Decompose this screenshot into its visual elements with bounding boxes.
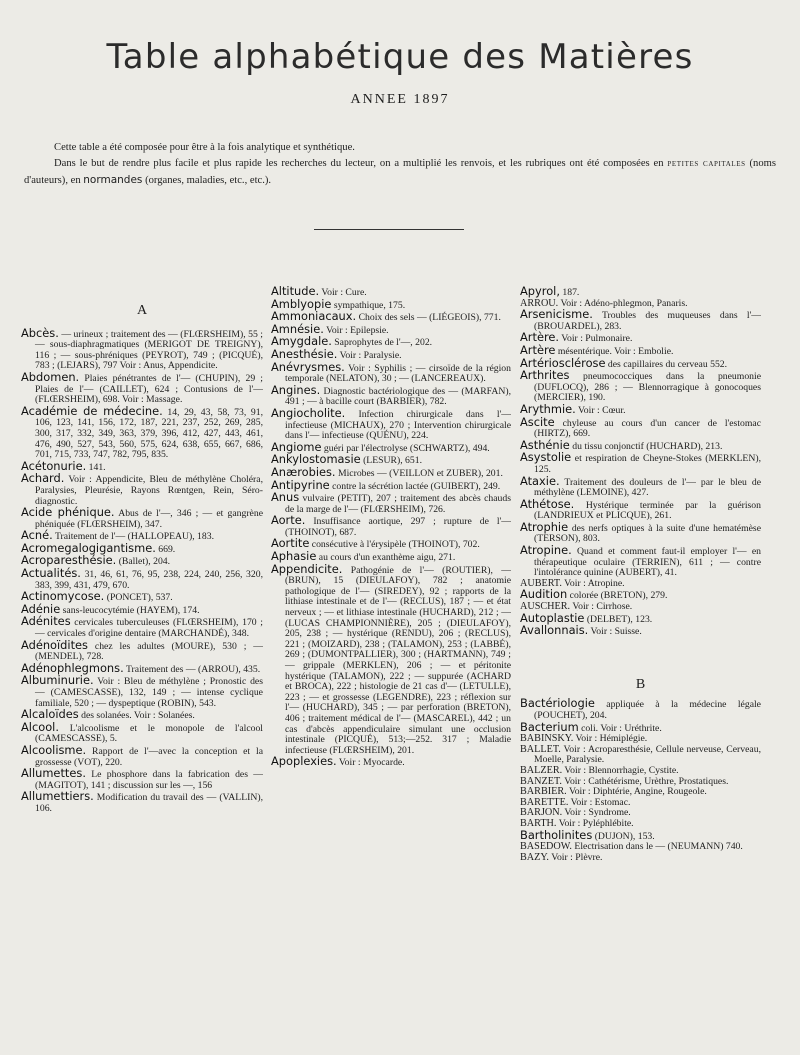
entry-text: Voir : Plèvre. <box>548 851 603 863</box>
entry-text: Electrisation dans le — (NEUMANN) 740. <box>571 841 743 853</box>
entry-text: 669. <box>155 543 176 555</box>
entry-headword: Anesthésie. <box>271 346 338 361</box>
entry-headword: Angiocholite. <box>271 405 346 420</box>
entry-headword: ARROU. <box>520 297 559 309</box>
entry-text: Voir : Cirrhose. <box>570 601 633 613</box>
entry-text: Pathogénie de l'— (ROUTIER), — (BRUN), 15 (DIEULAFOY), 782 ; anatomie pathologique de l'— (SIREDEY), 92 ; rapports de la lithiase intestinale et de l'— (RECLUS), 187 ; — et état nerveux ; — et lithiase intestinale (HUCHARD), 212 ; — (LUCAS CHAMPIONNIÈRE), 205 ; (DIEULAFOY), 205, 238 ; — hystérique (RENDU), 206 ; (RECLUS), 221 ; (MOIZARD), 238 ; (TALAMON), 253 ; (LABBÉ), 269 ; (DUMONTPALLIER), 300 ; (HARTMANN), 749 ; — grippale (MERKLEN), 206 ; — et péritonite hystérique (TALAMON), 222 ; — suppurée (ACHARD et BROCA), 222 ; histologie de 21 cas d'— (LETULLE), 223 ; — et grossesse (LEGENDRE), 223 ; réflexion sur l'— (HUCHARD), 345 ; — par perforation (BRETON), 406 ; traitement médical de l'— (MASCAREL), 442 ; un cas d'abcès appendiculaire simulant une occlusion intestinale (PICQUÉ), 513;—252. 317 ; Maladie infectieuse (FLŒRSHEIM), 201. <box>285 564 511 756</box>
index-entry <box>520 370 761 404</box>
entry-headword: Aphasie <box>271 549 317 564</box>
index-entry <box>520 853 761 864</box>
entry-list <box>520 286 761 638</box>
entry-headword: Adénie <box>21 601 61 616</box>
separator-rule <box>314 229 464 230</box>
entry-text: Saprophytes de l'—, 202. <box>331 337 433 349</box>
index-entry <box>520 625 761 638</box>
index-entry <box>21 325 263 372</box>
entry-list <box>21 325 263 815</box>
year-heading: ANNEE 1897 <box>350 92 450 107</box>
index-entry <box>520 452 761 475</box>
entry-headword: BARETTE. <box>520 796 569 808</box>
intro-line-1: Cette table a été composée pour être à la fois analytique et synthétique. <box>54 142 355 153</box>
entry-text: Voir : Blennorrhagie, Cystite. <box>562 764 679 776</box>
entry-headword: Arythmie. <box>520 401 576 416</box>
entry-headword: Bactériologie <box>520 696 595 711</box>
entry-headword: Alcoolisme. <box>21 742 87 757</box>
entry-text: Voir : Cure. <box>319 287 367 298</box>
section-letter-a: A <box>136 303 148 318</box>
entry-headword: Amygdale. <box>271 334 332 349</box>
entry-headword: Amblyopie <box>271 296 332 311</box>
entry-headword: Allumettes. <box>21 766 86 781</box>
index-entry <box>271 405 511 442</box>
entry-text: Rapport de l'—avec la conception et la grossesse (VOT), 220. <box>35 745 263 768</box>
entry-text: coli. Voir : Uréthrite. <box>578 722 662 734</box>
entry-headword: BABINSKY. <box>520 733 574 745</box>
entry-headword: Asthénie <box>520 437 570 452</box>
entry-headword: Achard. <box>21 471 65 486</box>
entry-text: Voir : Myocarde. <box>336 757 405 769</box>
index-entry <box>271 382 511 408</box>
entry-headword: Adénites <box>21 614 71 629</box>
entry-text: Choix des sels — (LIÉGEOIS), 771. <box>356 312 501 324</box>
index-entry <box>520 545 761 579</box>
entry-text: des solanées. Voir : Solanées. <box>78 710 195 722</box>
entry-headword: Acné. <box>21 528 53 543</box>
entry-text: au cours d'un exanthème aigu, 271. <box>316 552 456 564</box>
entry-text: pneumococciques dans la pneumonie (DUFLOCQ), 286 ; — Blennorragique à gonocoques (MERCIER), 190. <box>534 371 761 404</box>
entry-headword: Artère. <box>520 330 560 345</box>
entry-headword: Ataxie. <box>520 473 560 488</box>
entry-headword: Atrophie <box>520 519 569 534</box>
entry-headword: Anévrysmes. <box>271 359 345 374</box>
entry-text: (PONCET), 537. <box>104 592 173 604</box>
entry-headword: Anærobies. <box>271 464 336 479</box>
entry-headword: Apyrol, <box>520 284 560 298</box>
index-entry <box>21 403 263 461</box>
entry-text: Infection chirurgicale dans l'— infectieuse (MICHAUX), 270 ; Intervention chirurgicale dans l'— infectieuse (QUÉNU), 224. <box>285 408 511 442</box>
entry-headword: Acide phénique. <box>21 505 115 520</box>
intro-text-b: (noms d'auteurs), en <box>24 158 776 186</box>
index-column-3 <box>520 286 761 863</box>
entry-text: Traitement des — (ARROU), 435. <box>123 663 261 675</box>
entry-headword: BANZET. <box>520 775 562 787</box>
entry-headword: Atropine. <box>520 543 572 558</box>
entry-text: colorée (BRETON), 279. <box>567 590 668 602</box>
entry-text: 14, 29, 43, 58, 73, 91, 106, 123, 141, 156, 172, 187, 221, 237, 252, 269, 285, 300, 317, 332, 349, 363, 379, 396, 412, 427, 443, 461, 476, 490, 527, 543, 560, 575, 624, 638, 655, 667, 686, 701, 715, 733, 747, 782, 795, 835. <box>35 406 263 461</box>
index-entry <box>21 791 263 814</box>
entry-text: (LESUR), 651. <box>360 455 422 467</box>
index-entry <box>21 719 263 745</box>
index-entry <box>21 768 263 791</box>
entry-text: mésentérique. Voir : Embolie. <box>555 345 674 357</box>
entry-text: et respiration de Cheyne-Stokes (MERKLEN), 125. <box>534 453 761 475</box>
entry-text: 141. <box>86 461 106 473</box>
entry-text: Hystérique terminée par la guérison (LANDRIEUX et PLICQUE), 261. <box>534 499 761 522</box>
entry-text: — urineux ; traitement des — (FLŒRSHEIM), 55 ; — sous-diaphragmatiques (MERIGOT DE TREIGNY), 116 ; — sous-phréniques (PEYROT), 749 ; (PICQUÉ), 783 ; (LEJARS), 797 Voir : Anus, Appendicite. <box>35 328 263 372</box>
index-column-1 <box>21 286 263 815</box>
entry-headword: Angines. <box>271 382 321 397</box>
entry-headword: Aortite <box>271 536 310 551</box>
entry-headword: Actualités. <box>21 566 81 581</box>
entry-text: sympathique, 175. <box>331 299 406 311</box>
index-entry <box>520 309 761 332</box>
entry-text: Voir : Bleu de méthylène ; Pronostic des — (CAMESCASSE), 132, 149 ; — intense cyclique familiale, 520 ; — dyspeptique (ROBIN), 543. <box>35 676 263 709</box>
entry-text: Voir : Syndrome. <box>562 807 631 819</box>
entry-headword: Bartholinites <box>520 827 593 842</box>
entry-text: Traitement des douleurs de l'— par le bleu de méthylène (LEMOINE), 427. <box>534 476 761 499</box>
index-entry <box>271 561 511 757</box>
entry-headword: Adénophlegmons. <box>21 660 124 675</box>
intro-line-2 <box>24 156 776 189</box>
intro-text-c: (organes, maladies, etc., etc.). <box>145 175 272 186</box>
index-entry <box>520 414 761 440</box>
index-entry <box>520 519 761 545</box>
entry-text: Abus de l'—, 346 ; — et gangrène phéniquée (FLŒRSHEIM), 347. <box>35 508 263 530</box>
entry-text: du tissu conjonctif (HUCHARD), 213. <box>569 440 723 452</box>
index-entry <box>520 332 761 345</box>
entry-headword: Acétonurie. <box>21 458 87 473</box>
entry-text: chez les adultes (MOURE), 530 ; — (MENDEL), 728. <box>35 640 263 663</box>
entry-text: L'alcoolisme et le monopole de l'alcool (CAMESCASSE), 5. <box>35 722 263 745</box>
index-entry <box>520 496 761 522</box>
entry-headword: Autoplastie <box>520 610 585 625</box>
entry-headword: Audition <box>520 587 568 602</box>
entry-headword: AUBERT. <box>520 577 562 589</box>
entry-headword: Acroparesthésie. <box>21 553 117 568</box>
entry-headword: Amnésie. <box>271 321 324 336</box>
entry-text: consécutive à l'érysipèle (THOINOT), 702. <box>309 539 480 551</box>
entry-headword: Acromegalogigantisme. <box>21 540 156 555</box>
entry-text: appliquée à la médecine légale (POUCHET), 204. <box>534 699 761 721</box>
entry-headword: Bacterium <box>520 719 579 734</box>
index-entry <box>271 477 511 493</box>
index-entry <box>271 492 511 515</box>
entry-headword: Abcès. <box>21 325 59 340</box>
entry-text: contre la sécrétion lactée (GUIBERT), 249. <box>329 480 501 492</box>
entry-headword: BARJON. <box>520 807 563 819</box>
entry-headword: Artériosclérose <box>520 355 606 370</box>
entry-headword: Ankylostomasie <box>271 452 361 467</box>
index-entry <box>21 369 263 406</box>
entry-text: Quand et comment faut-il employer l'— en thérapeutique oculaire (TERRIEN), 611 ; — contre l'intolérance quinine (AUBERT), 41. <box>534 546 761 579</box>
entry-text: Diagnostic bactériologique des — (MARFAN), 491 ; — à bacille court (BARBIER), 782. <box>285 385 511 408</box>
entry-text: Voir : Atropine. <box>561 577 625 589</box>
intro-text <box>24 140 776 189</box>
entry-headword: BALZER. <box>520 764 563 776</box>
entry-headword: Athétose. <box>520 496 575 511</box>
section-letter-b: B <box>635 676 646 692</box>
index-entry <box>21 637 263 663</box>
entry-headword: BARTH. <box>520 817 557 829</box>
index-entry <box>520 473 761 499</box>
entry-headword: Arthrites <box>520 368 570 383</box>
index-entry <box>21 675 263 709</box>
entry-headword: Abdomen. <box>21 369 80 384</box>
index-entry <box>21 616 263 639</box>
entry-text: guéri par l'électrolyse (SCHWARTZ), 494. <box>321 442 490 454</box>
entry-text: des capillaires du cerveau 552. <box>605 358 728 370</box>
entry-headword: Altitude. <box>271 284 320 298</box>
index-entry <box>21 507 263 530</box>
entry-text: Voir : Pulmonaire. <box>559 333 633 345</box>
index-entry <box>520 401 761 417</box>
entry-headword: Ammoniacaux. <box>271 309 357 324</box>
entry-text: sans-leucocytémie (HAYEM), 174. <box>60 604 200 616</box>
entry-text: Voir : Appendicite, Bleu de méthylène Choléra, Paralysies, Pleurésie, Rayons Rœntgen, Rein, Séro-diagnostic. <box>35 474 263 507</box>
entry-list <box>271 286 511 769</box>
entry-text: vulvaire (PETIT), 207 ; traitement des abcès chauds de la marge de l'— (FLŒRSHEIM), 726. <box>285 493 511 515</box>
entry-headword: Anus <box>271 490 300 505</box>
entry-text: Voir : Adéno-phlegmon, Panaris. <box>558 297 688 309</box>
entry-headword: Artère <box>520 342 556 357</box>
entry-text: 187. <box>559 287 580 298</box>
entry-text: Voir : Diphtérie, Angine, Rougeole. <box>566 786 707 798</box>
entry-headword: Ascite <box>520 414 555 429</box>
entry-text: Le phosphore dans la fabrication des — (MAGITOT), 141 ; discussion sur les —, 156 <box>35 769 263 791</box>
entry-text: Voir : Paralysie. <box>337 349 402 361</box>
entry-headword: Appendicite. <box>271 561 343 576</box>
index-entry <box>271 515 511 538</box>
entry-text: Voir : Acroparesthésie, Cellule nerveuse, Cerveau, Moelle, Paralysie. <box>534 743 761 766</box>
intro-normandes: normandes <box>83 174 143 186</box>
entry-headword: Allumettiers. <box>21 789 94 804</box>
entry-headword: BAZY. <box>520 851 549 863</box>
entry-text: Traitement de l'— (HALLOPEAU), 183. <box>52 531 215 543</box>
entry-headword: Arsenicisme. <box>520 307 593 322</box>
entry-text: Modification du travail des — (VALLIN), 106. <box>35 792 263 814</box>
index-column-2 <box>271 286 511 769</box>
entry-text: chyleuse au cours d'un cancer de l'estomac (HIRTZ), 669. <box>534 417 761 440</box>
index-entry <box>520 698 761 721</box>
entry-text: (DELBET), 123. <box>584 613 653 625</box>
entry-headword: BARBIER. <box>520 786 567 798</box>
intro-text-a: Dans le but de rendre plus facile et plus rapide les recherches du lecteur, on a multiplié les renvois, et les rubriques ont été composées en <box>54 158 664 169</box>
index-entry <box>271 359 511 385</box>
intro-small-caps: petites capitales <box>667 159 746 169</box>
page-title: Table alphabétique des Matières <box>106 36 694 77</box>
entry-text: Voir : Pyléphlébite. <box>556 817 634 829</box>
entry-text: Microbes — (VEILLON et ZUBER), 201. <box>335 467 503 479</box>
entry-headword: Albuminurie. <box>21 673 94 688</box>
entry-headword: Actinomycose. <box>21 589 105 604</box>
entry-text: Voir : Suisse. <box>588 626 642 638</box>
entry-headword: AUSCHER. <box>520 601 571 613</box>
entry-text: Plaies pénétrantes de l'— (CHUPIN), 29 ; Plaies de l'— (CAILLET), 624 ; Contusions de l'— (FLŒRSHEIM), 698. Voir : Massage. <box>35 372 263 406</box>
entry-text: Voir : Cœur. <box>575 404 626 416</box>
entry-headword: Avallonnais. <box>520 623 589 638</box>
entry-headword: BASEDOW. <box>520 841 572 853</box>
entry-text: Voir : Epilepsie. <box>323 324 389 336</box>
entry-headword: Antipyrine <box>271 477 330 492</box>
entry-headword: Adénoïdites <box>21 637 88 652</box>
index-entry <box>21 568 263 591</box>
entry-text: Troubles des muqueuses dans l'— (BROUARDEL), 283. <box>534 310 761 332</box>
index-entry <box>21 473 263 507</box>
entry-headword: Académie de médecine. <box>21 403 163 418</box>
entry-text: Voir : Estomac. <box>568 796 631 808</box>
index-entry <box>21 742 263 768</box>
entry-text: cervicales tuberculeuses (FLŒRSHEIM), 170 ; — cervicales d'origine dentaire (MARCHANDÉ), 348. <box>35 617 263 640</box>
entry-list <box>520 698 761 863</box>
entry-headword: Alcool. <box>21 719 59 734</box>
entry-headword: Apoplexies. <box>271 754 337 769</box>
index-entry <box>271 756 511 769</box>
entry-text: (DUJON), 153. <box>592 830 655 842</box>
entry-headword: Angiome <box>271 439 322 454</box>
entry-text: Voir : Cathétérisme, Urèthre, Prostatiques. <box>561 775 729 787</box>
index-entry <box>520 745 761 766</box>
entry-text: 31, 46, 61, 76, 95, 238, 224, 240, 256, 320, 383, 399, 431, 479, 670. <box>35 569 263 591</box>
entry-text: (Ballet), 204. <box>116 556 171 568</box>
entry-text: des nerfs optiques à la suite d'une hematémèse (TERSON), 803. <box>534 522 761 545</box>
entry-text: Voir : Hémiplégie. <box>573 733 648 745</box>
entry-headword: Aorte. <box>271 513 306 528</box>
entry-headword: BALLET. <box>520 743 561 755</box>
entry-headword: Alcaloïdes <box>21 707 79 722</box>
entry-headword: Asystolie <box>520 450 572 465</box>
entry-text: Voir : Syphilis ; — cirsoïde de la région temporale (NELATON), 30 ; — (LANCEREAUX). <box>285 362 511 385</box>
entry-text: Insuffisance aortique, 297 ; rupture de l'— (THOINOT), 687. <box>285 516 511 538</box>
